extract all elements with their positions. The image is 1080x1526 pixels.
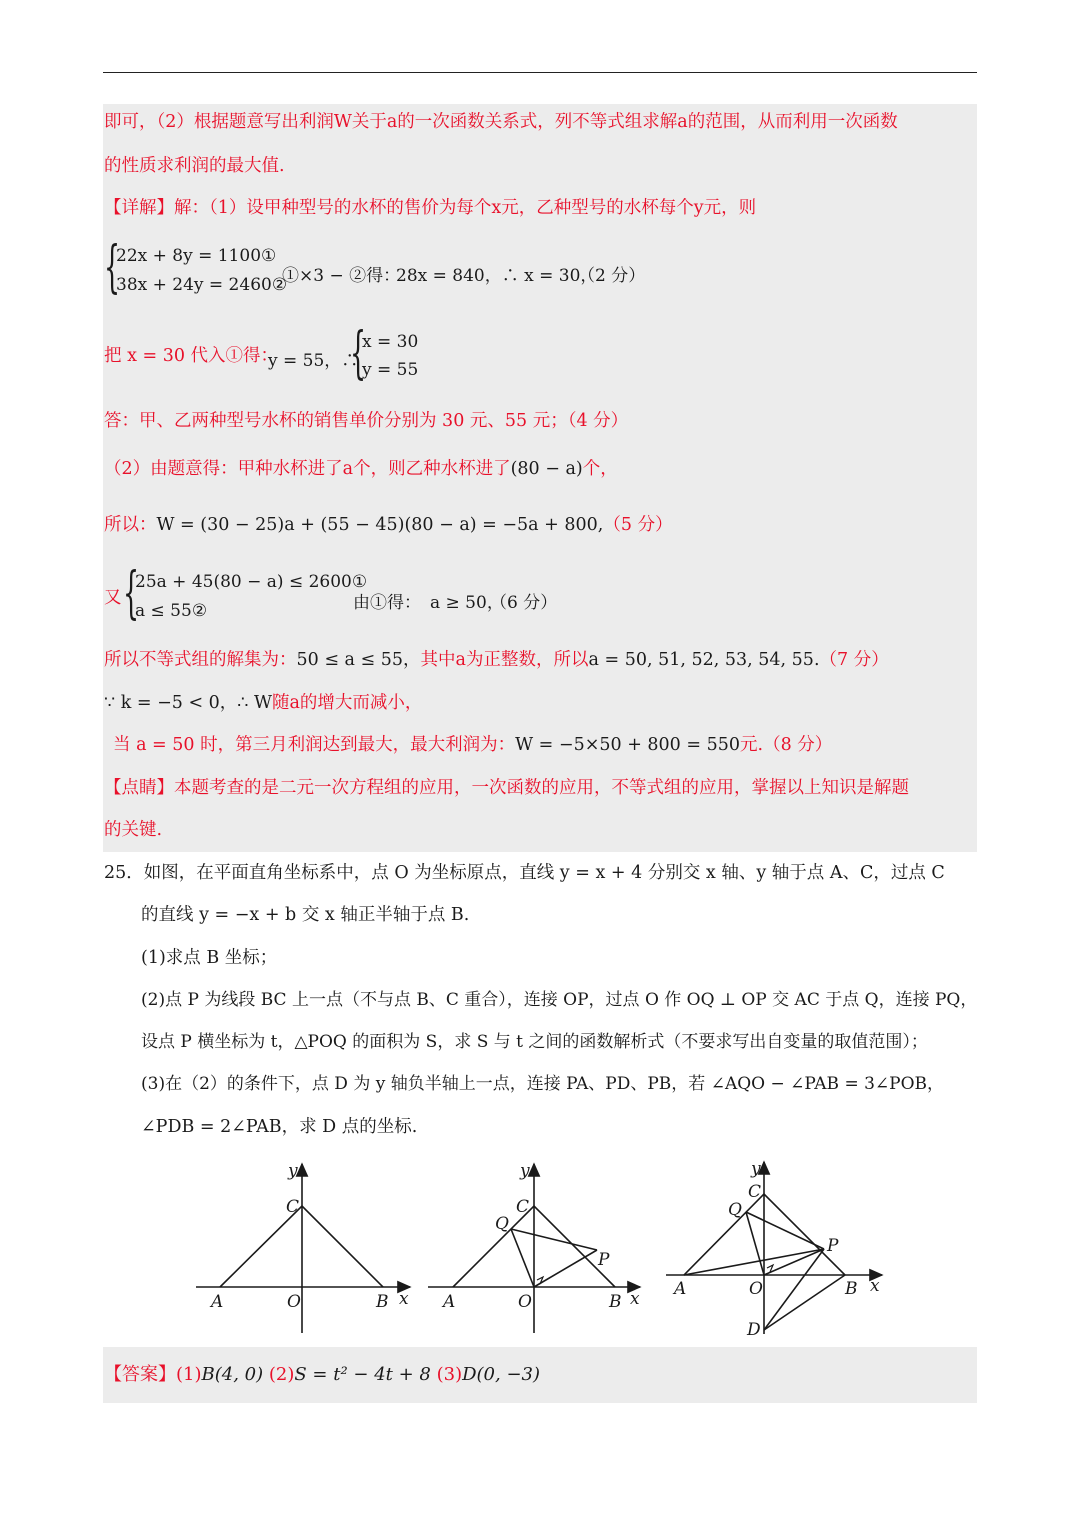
fig1-label-b: B [376,1292,389,1312]
fig3-label-o: O [749,1279,763,1299]
fig3-label-y: y [751,1159,761,1179]
fig2-segment-op [534,1250,597,1287]
max-tail: 元.（8 分） [740,735,833,755]
fig1-label-c: C [286,1197,300,1217]
fig2-label-p: P [598,1250,610,1270]
system1-operation: ①×3 − ②得： [282,266,401,286]
review-tag: 【点睛】 [104,778,174,798]
fig2-segment-pq [511,1229,597,1250]
question-line3: (1)求点 B 坐标； [141,948,278,968]
question-line7: ∠PDB = 2∠PAB，求 D 点的坐标. [141,1117,418,1137]
substitution-text: 把 x = 30 代入①得： [104,346,279,366]
answer-line [104,1364,540,1386]
part2-w-line [104,515,673,536]
max-line [113,735,832,756]
max-expr: W = −5×50 + 800 = 550 [515,735,741,755]
answer-part1-value: B(4, 0) [201,1364,264,1385]
system1-eq2: 38x + 24y = 2460② [116,275,288,295]
fig1-label-a: A [211,1292,224,1312]
k-text: 随a的增大而减小， [272,693,423,713]
fig3-label-c: C [748,1182,762,1202]
detail-paragraph [104,198,756,219]
review-line1 [104,778,909,799]
fig2-label-c: C [516,1197,530,1217]
fig2-label-q: Q [495,1214,509,1234]
fig3-segment-pq [746,1212,824,1249]
answer-part3-value: D(0, −3) [462,1364,540,1385]
fig2-segment-oq [511,1229,534,1287]
system2-eq2: y = 55 [362,360,419,380]
substitution-result: y = 55，∴ [268,351,359,371]
system1-result: 28x = 840，∴ x = 30， [396,266,598,286]
solution-set-mid: 其中a为正整数，所以 [420,650,589,670]
question-line6: (3)在（2）的条件下，点 D 为 y 轴负半轴上一点，连接 PA、PD、PB，若 ∠AQO − ∠PAB = 3∠POB， [141,1074,945,1094]
fig3-label-x: x [870,1276,880,1296]
answer-part2: (2) [268,1364,295,1385]
system2-eq1: x = 30 [362,332,419,352]
solution-intro-line2: 的性质求利润的最大值. [104,156,285,176]
system3-eq1: 25a + 45(80 − a) ≤ 2600① [135,572,368,592]
fig3-label-b: B [845,1279,858,1299]
answer-part1: (1) [176,1364,202,1385]
system3-from: 由①得： [353,593,421,613]
system3-score: （6 分） [490,593,558,613]
solution-set-score: （7 分） [819,650,889,670]
detail-tag: 【详解】 [104,198,174,218]
part2-w-prefix: 所以： [104,515,157,535]
fig2-label-a: A [443,1292,456,1312]
review-line2: 的关键. [104,820,163,840]
system3-result: a ≥ 50， [430,593,504,613]
fig1-label-o: O [287,1292,301,1312]
part2-expr: (80 − a) [510,459,583,479]
fig3-label-p: P [827,1236,839,1256]
question-line5: 设点 P 横坐标为 t，△POQ 的面积为 S，求 S 与 t 之间的函数解析式（不要求写出自变量的取值范围）； [141,1032,928,1052]
solution-set-values: a = 50, 51, 52, 53, 54, 55. [588,650,820,670]
fig2-label-y: y [520,1161,530,1181]
part2-tail: 个， [582,459,618,479]
part2-text: （2）由题意得：甲种水杯进了a个，则乙种水杯进了 [104,459,511,479]
figures [0,1150,1080,1350]
part2-w-score: （5 分） [603,515,673,535]
system3-brace: { [123,561,140,626]
fig2-label-x: x [630,1289,640,1309]
fig1-label-y: y [288,1161,298,1181]
fig2-label-o: O [518,1292,532,1312]
system1-brace: { [104,235,121,300]
question-line1: 25．如图，在平面直角坐标系中，点 O 为坐标原点，直线 y = x + 4 分别交 x 轴、y 轴于点 A、C，过点 C [104,863,945,883]
fig3-label-d: D [747,1320,761,1340]
solution-set-text: 所以不等式组的解集为： [104,650,297,670]
detail-text: 解：（1）设甲种型号的水杯的售价为每个x元，乙种型号的水杯每个y元，则 [174,198,757,218]
answer1: 答：甲、乙两种型号水杯的销售单价分别为 30 元、55 元；（4 分） [104,411,629,431]
fig1-label-x: x [399,1289,409,1309]
answer-part3: (3) [436,1364,463,1385]
part2-w-expr: W = (30 − 25)a + (55 − 45)(80 − a) = −5a + 800, [156,515,604,535]
fig3-segment-db [764,1275,845,1330]
answer-tag: 【答案】 [104,1364,176,1385]
review-text1: 本题考查的是二元一次方程组的应用，一次函数的应用，不等式组的应用，掌握以上知识是解题 [174,778,909,798]
fig3-segment-oq [746,1212,764,1275]
system3-eq2: a ≤ 55② [135,601,208,621]
system2-brace: { [350,321,367,386]
again-label: 又 [104,588,122,608]
solution-intro-line1: 即可，（2）根据题意写出利润W关于a的一次函数关系式，列不等式组求解a的范围，从而利用一次函数 [104,112,898,132]
system1-eq1: 22x + 8y = 1100① [116,246,277,266]
header-rule [103,72,977,73]
question-line2: 的直线 y = −x + b 交 x 轴正半轴于点 B. [141,905,470,925]
fig3-label-a: A [674,1279,687,1299]
solution-set-line [104,650,889,671]
solution-set-expr: 50 ≤ a ≤ 55， [296,650,421,670]
fig3-label-q: Q [728,1200,742,1220]
k-expr: ∵ k = −5 < 0，∴ W [104,693,272,713]
part2-line [104,459,618,480]
max-text: 当 a = 50 时，第三月利润达到最大，最大利润为： [113,735,516,755]
answer-part2-value: S = t² − 4t + 8 [294,1364,431,1385]
question-line4: (2)点 P 为线段 BC 上一点（不与点 B、C 重合），连接 OP，过点 O 作 OQ ⊥ OP 交 AC 于点 Q，连接 PQ， [141,990,978,1010]
k-line [104,693,422,714]
system1-score: （2 分） [578,266,646,286]
fig2-label-b: B [609,1292,622,1312]
